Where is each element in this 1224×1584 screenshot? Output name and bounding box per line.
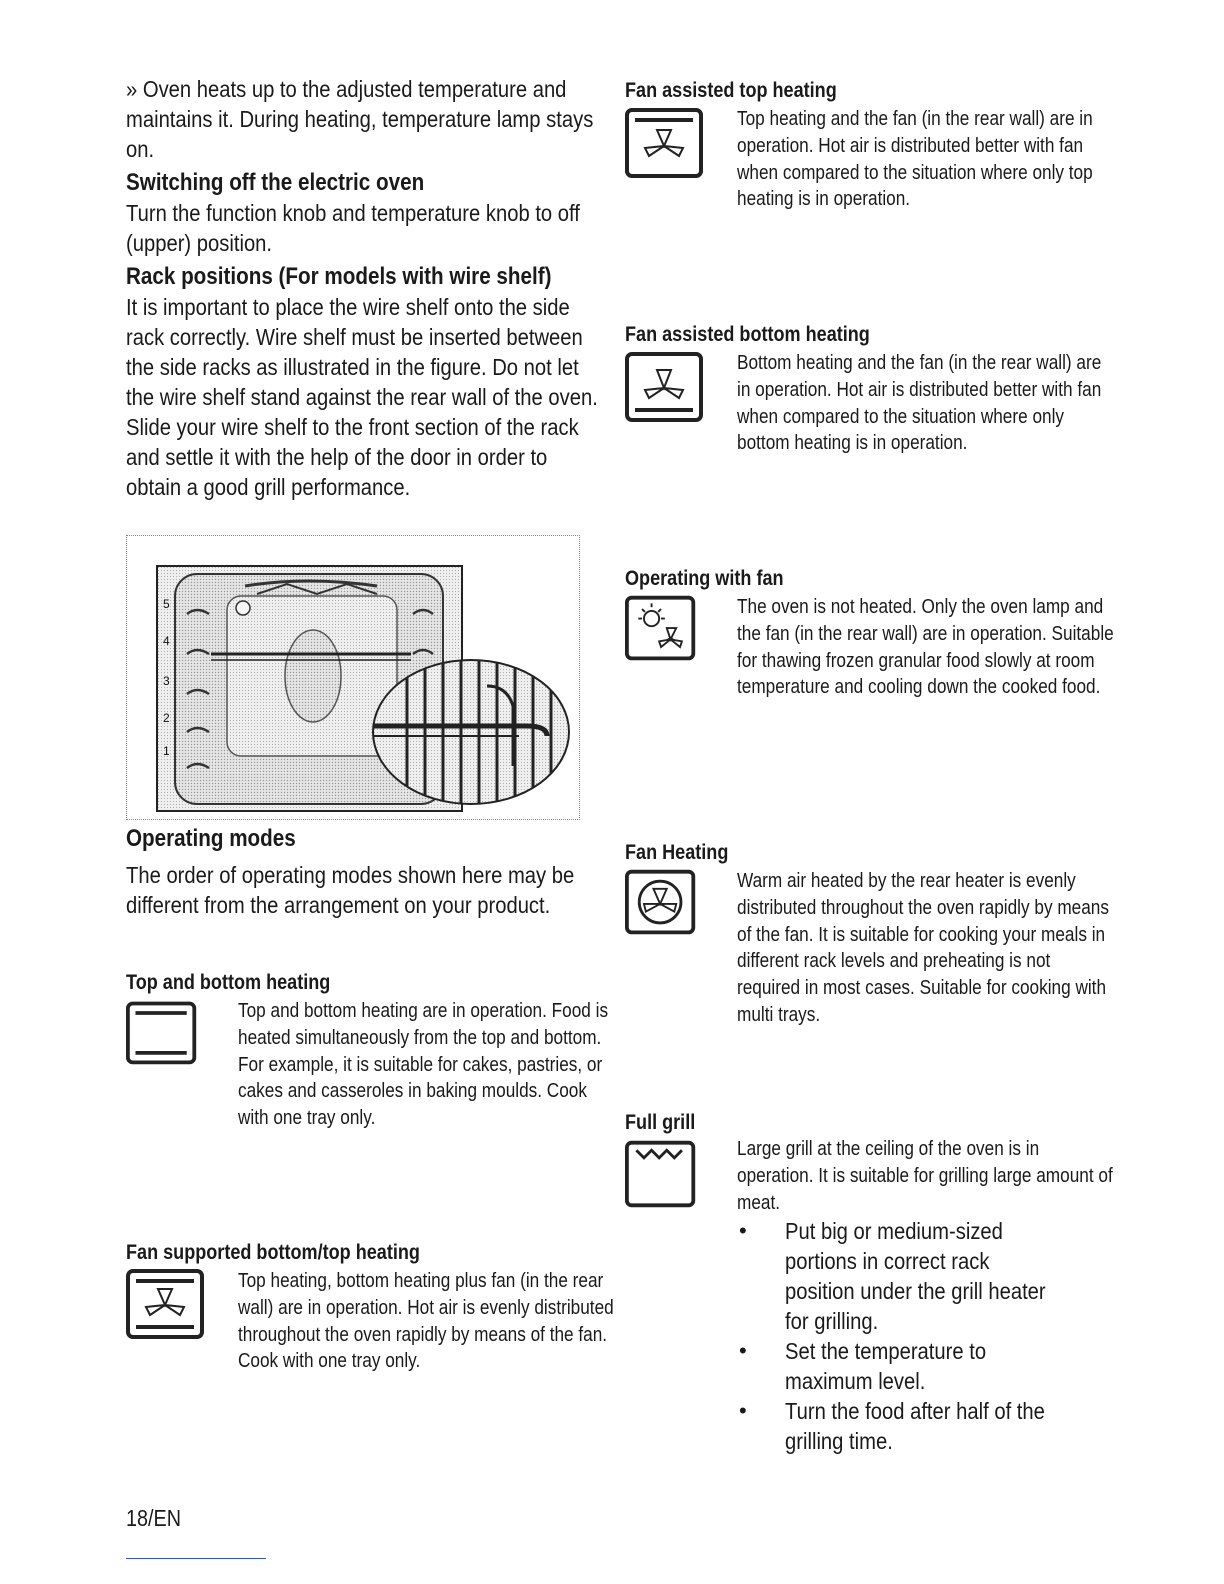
full-grill-bullets	[737, 1216, 1057, 1456]
page-number: 18/EN	[126, 1505, 181, 1531]
rack-label-5: 5	[163, 597, 170, 611]
mode-title: Operating with fan	[625, 567, 784, 590]
mode-fan-assisted-top	[625, 78, 1093, 258]
fan-top-heating-icon	[625, 106, 703, 180]
switching-off-heading: Switching off the electric oven	[126, 169, 425, 196]
fan-lamp-icon	[625, 594, 699, 664]
rack-label-3: 3	[163, 674, 170, 688]
rack-label-4: 4	[163, 634, 170, 648]
mode-title: Fan Heating	[625, 841, 729, 864]
operating-modes-body: The order of operating modes shown here may be different from the arrangement on your product.	[126, 862, 575, 918]
fan-top-bottom-heating-icon	[126, 1266, 204, 1342]
mode-full-grill	[625, 1110, 1113, 1470]
mode-title: Fan supported bottom/top heating	[126, 1241, 420, 1264]
list-item: • Turn the food after half of the grilling time.	[737, 1396, 1057, 1456]
mode-description: Warm air heated by the rear heater is evenly distributed throughout the oven rapidly by means of the fan. It is suitable for cooking your meals in different rack levels and preheating is not required in most cases. Suitable for cooking with multi trays.	[737, 870, 1109, 1026]
intro-paragraph: » Oven heats up to the adjusted temperature and maintains it. During heating, temperature lamp stays on.	[126, 76, 594, 162]
mode-description: Large grill at the ceiling of the oven is in operation. It is suitable for grilling large amount of meat.	[737, 1138, 1113, 1214]
fan-bottom-heating-icon	[625, 350, 703, 424]
mode-title: Full grill	[625, 1111, 696, 1134]
oven-rack-illustration	[127, 536, 579, 819]
rack-label-1: 1	[163, 744, 170, 758]
oven-rack-figure	[126, 535, 580, 820]
mode-title: Top and bottom heating	[126, 971, 331, 994]
mode-description: Top and bottom heating are in operation. Food is heated simultaneously from the top and bottom. For example, it is suitable for cakes, pastries, or cakes and casseroles in baking moulds. Cook with one tray only.	[238, 1000, 609, 1130]
mode-description: Top heating and the fan (in the rear wall) are in operation. Hot air is distributed better with fan when compared to the situation where only top heating is in operation.	[737, 108, 1093, 211]
mode-top-bottom-heating	[126, 970, 609, 1190]
rack-label-2: 2	[163, 711, 170, 725]
rack-positions-body: It is important to place the wire shelf onto the side rack correctly. Wire shelf must be inserted between the side racks as illustrated in the figure. Do not let the wire shelf stand against the rear wall of the oven. Slide your wire shelf to the front section of the rack and settle it with the help of the door in order to obtain a good grill performance.	[126, 294, 598, 500]
mode-title: Fan assisted bottom heating	[625, 323, 870, 346]
mode-description: Top heating, bottom heating plus fan (in the rear wall) are in operation. Hot air is evenly distributed throughout the oven rapidly by means of the fan. Cook with one tray only.	[238, 1270, 614, 1373]
fan-heating-icon	[625, 868, 699, 938]
list-item: • Set the temperature to maximum level.	[737, 1336, 1057, 1396]
mode-fan-heating	[625, 840, 1109, 1070]
operating-modes-section	[126, 820, 601, 920]
switching-off-body: Turn the function knob and temperature knob to off (upper) position.	[126, 200, 580, 256]
mode-fan-assisted-bottom	[625, 322, 1102, 502]
mode-description: Bottom heating and the fan (in the rear wall) are in operation. Hot air is distributed better with fan when compared to the situation where only bottom heating is in operation.	[737, 352, 1102, 455]
operating-modes-heading: Operating modes	[126, 825, 296, 852]
mode-title: Fan assisted top heating	[625, 79, 837, 102]
mode-operating-with-fan	[625, 566, 1114, 786]
mode-description: The oven is not heated. Only the oven lamp and the fan (in the rear wall) are in operation. Suitable for thawing frozen granular food slowly at room temperature and cooling down the cooked food.	[737, 596, 1114, 699]
top-bottom-heating-icon	[126, 998, 200, 1066]
left-column	[126, 74, 601, 502]
rack-positions-heading: Rack positions (For models with wire shelf)	[126, 263, 552, 290]
mode-fan-supported-bottom-top	[126, 1240, 614, 1420]
full-grill-icon	[625, 1138, 699, 1210]
footer-divider	[126, 1558, 266, 1559]
list-item: • Put big or medium-sized portions in correct rack position under the grill heater for grilling.	[737, 1216, 1057, 1336]
